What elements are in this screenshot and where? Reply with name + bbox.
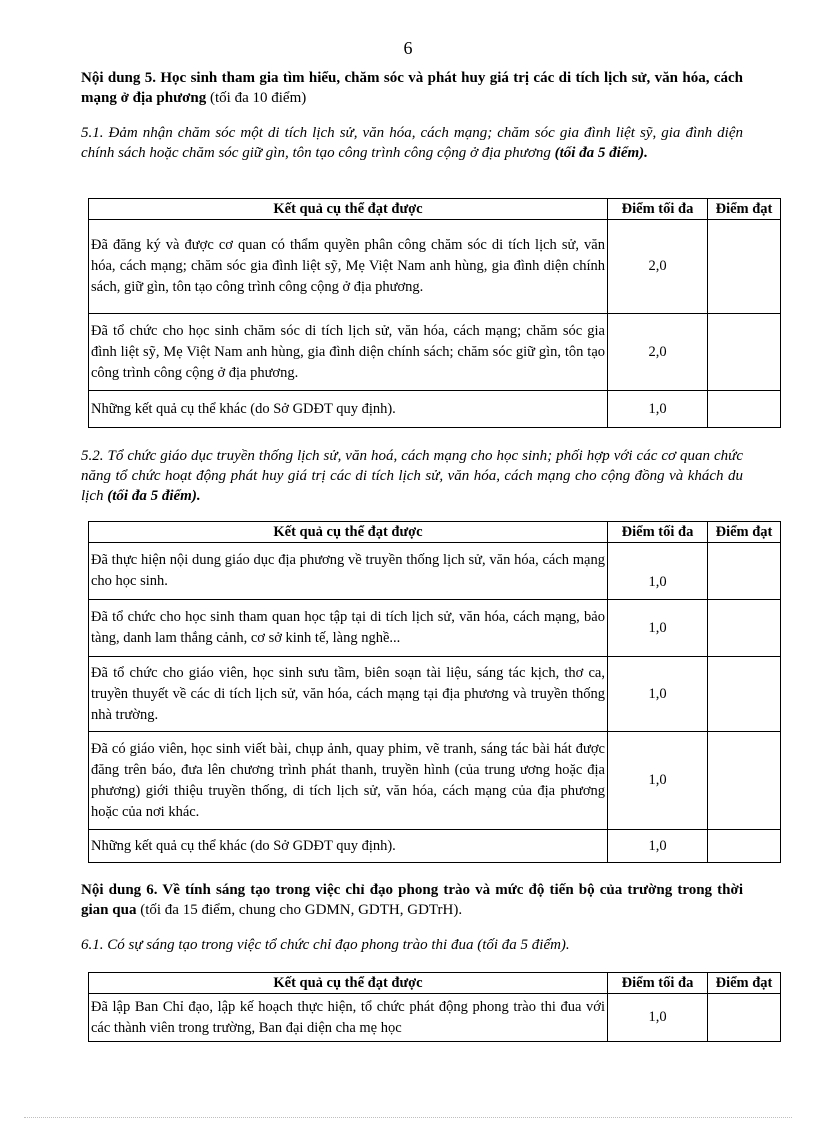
section6-heading-points: (tối đa 15 điểm, chung cho GDMN, GDTH, GDTrH).: [136, 902, 463, 918]
table-row: [89, 830, 781, 863]
row-achieved-score: [708, 391, 781, 428]
subsection-5-2-points: (tối đa 5 điểm).: [103, 488, 201, 504]
page-number: 6: [403, 38, 413, 58]
row-achieved-score: [708, 220, 781, 314]
row-achieved-score: [708, 994, 781, 1042]
row-max-score: 1,0: [608, 657, 708, 732]
row-achieved-score: [708, 830, 781, 863]
header-max-score: Điểm tối đa: [608, 199, 708, 220]
subsection-6-1-heading: [81, 935, 743, 955]
table-row: [89, 994, 781, 1042]
row-achieved-score: [708, 732, 781, 830]
row-max-score: 1,0: [608, 732, 708, 830]
row-max-score: 1,0: [608, 994, 708, 1042]
row-achieved-score: [708, 543, 781, 600]
row-max-score: 1,0: [608, 830, 708, 863]
row-max-score: 1,0: [608, 600, 708, 657]
page-bottom-divider: [24, 1117, 792, 1118]
section5-heading: [81, 68, 743, 108]
header-result: Kết quả cụ thể đạt được: [89, 199, 608, 220]
row-max-score: 1,0: [608, 543, 708, 600]
row-max-score: 1,0: [608, 391, 708, 428]
table-header-row: [89, 199, 781, 220]
subsection-6-1-title: 6.1. Có sự sáng tạo trong việc tổ chức chỉ đạo phong trào thi đua (tối đa 5 điểm).: [81, 937, 570, 953]
subsection-5-2-heading: [81, 446, 743, 506]
row-description: Những kết quả cụ thể khác (do Sở GDĐT quy định).: [89, 830, 608, 863]
row-description: Đã đăng ký và được cơ quan có thẩm quyền phân công chăm sóc di tích lịch sử, văn hóa, cách mạng; chăm sóc gia đình liệt sỹ, Mẹ Việt Nam anh hùng, gia đình diện chính sách, giữ gìn, tôn tạo công trình công cộng ở địa phương.: [89, 220, 608, 314]
table-header-row: [89, 522, 781, 543]
table-header-row: [89, 973, 781, 994]
section6-heading-bold: Nội dung 6. Về tính sáng tạo trong việc chỉ đạo phong trào và mức độ tiến bộ của trường trong thời gian qua: [81, 882, 743, 918]
row-description: Đã có giáo viên, học sinh viết bài, chụp ảnh, quay phim, vẽ tranh, sáng tác bài hát được đăng trên báo, đưa lên chương trình phát thanh, truyền hình (của trung ương hoặc địa phương) giới thiệu truyền thống, di tích lịch sử, văn hóa, cách mạng của địa phương hoặc của nơi khác.: [89, 732, 608, 830]
subsection-5-2-title: 5.2. Tổ chức giáo dục truyền thống lịch sử, văn hoá, cách mạng cho học sinh; phối hợp với các cơ quan chức năng tổ chức hoạt động phát huy giá trị các di tích lịch sử, văn hóa, cách mạng cho cộng đồng và khách du lịch: [81, 448, 743, 504]
table-row: [89, 314, 781, 391]
row-achieved-score: [708, 657, 781, 732]
table-row: [89, 657, 781, 732]
row-description: Đã tổ chức cho học sinh chăm sóc di tích lịch sử, văn hóa, cách mạng; chăm sóc gia đình liệt sỹ, Mẹ Việt Nam anh hùng, gia đình diện chính sách; chăm sóc giữ gìn, tôn tạo công trình công cộng ở địa phương.: [89, 314, 608, 391]
header-achieved-score: Điểm đạt: [708, 522, 781, 543]
section6-heading: [81, 880, 743, 920]
table-row: [89, 600, 781, 657]
row-description: Đã lập Ban Chỉ đạo, lập kế hoạch thực hiện, tổ chức phát động phong trào thi đua với các thành viên trong trường, Ban đại diện cha mẹ học: [89, 994, 608, 1042]
subsection-5-1-heading: [81, 123, 743, 163]
table-row: [89, 220, 781, 314]
row-max-score: 2,0: [608, 314, 708, 391]
header-achieved-score: Điểm đạt: [708, 973, 781, 994]
header-max-score: Điểm tối đa: [608, 522, 708, 543]
header-max-score: Điểm tối đa: [608, 973, 708, 994]
header-result: Kết quả cụ thể đạt được: [89, 522, 608, 543]
row-achieved-score: [708, 600, 781, 657]
criteria-table-5-1: [88, 198, 781, 428]
table-row: [89, 732, 781, 830]
row-achieved-score: [708, 314, 781, 391]
table-row: [89, 543, 781, 600]
row-description: Những kết quả cụ thể khác (do Sở GDĐT quy định).: [89, 391, 608, 428]
section5-heading-bold: Nội dung 5. Học sinh tham gia tìm hiểu, chăm sóc và phát huy giá trị các di tích lịch sử, văn hóa, cách mạng ở địa phương: [81, 70, 743, 106]
subsection-5-1-points: (tối đa 5 điểm).: [550, 145, 648, 161]
row-description: Đã tổ chức cho học sinh tham quan học tập tại di tích lịch sử, văn hóa, cách mạng, bảo tàng, danh lam thắng cảnh, cơ sở kinh tế, làng nghề...: [89, 600, 608, 657]
criteria-table-6-1: [88, 972, 781, 1042]
table-row: [89, 391, 781, 428]
row-description: Đã tổ chức cho giáo viên, học sinh sưu tầm, biên soạn tài liệu, sáng tác kịch, thơ ca, truyền thuyết về các di tích lịch sử, văn hóa, cách mạng tại địa phương và truyền thống nhà trường.: [89, 657, 608, 732]
criteria-table-5-2: [88, 521, 781, 863]
header-result: Kết quả cụ thể đạt được: [89, 973, 608, 994]
subsection-5-1-title: 5.1. Đảm nhận chăm sóc một di tích lịch sử, văn hóa, cách mạng; chăm sóc gia đình liệt sỹ, gia đình diện chính sách hoặc chăm sóc giữ gìn, tôn tạo công trình công cộng ở địa phương: [81, 125, 743, 161]
header-achieved-score: Điểm đạt: [708, 199, 781, 220]
row-description: Đã thực hiện nội dung giáo dục địa phương về truyền thống lịch sử, văn hóa, cách mạng cho học sinh.: [89, 543, 608, 600]
section5-heading-points: (tối đa 10 điểm): [206, 90, 307, 106]
row-max-score: 2,0: [608, 220, 708, 314]
